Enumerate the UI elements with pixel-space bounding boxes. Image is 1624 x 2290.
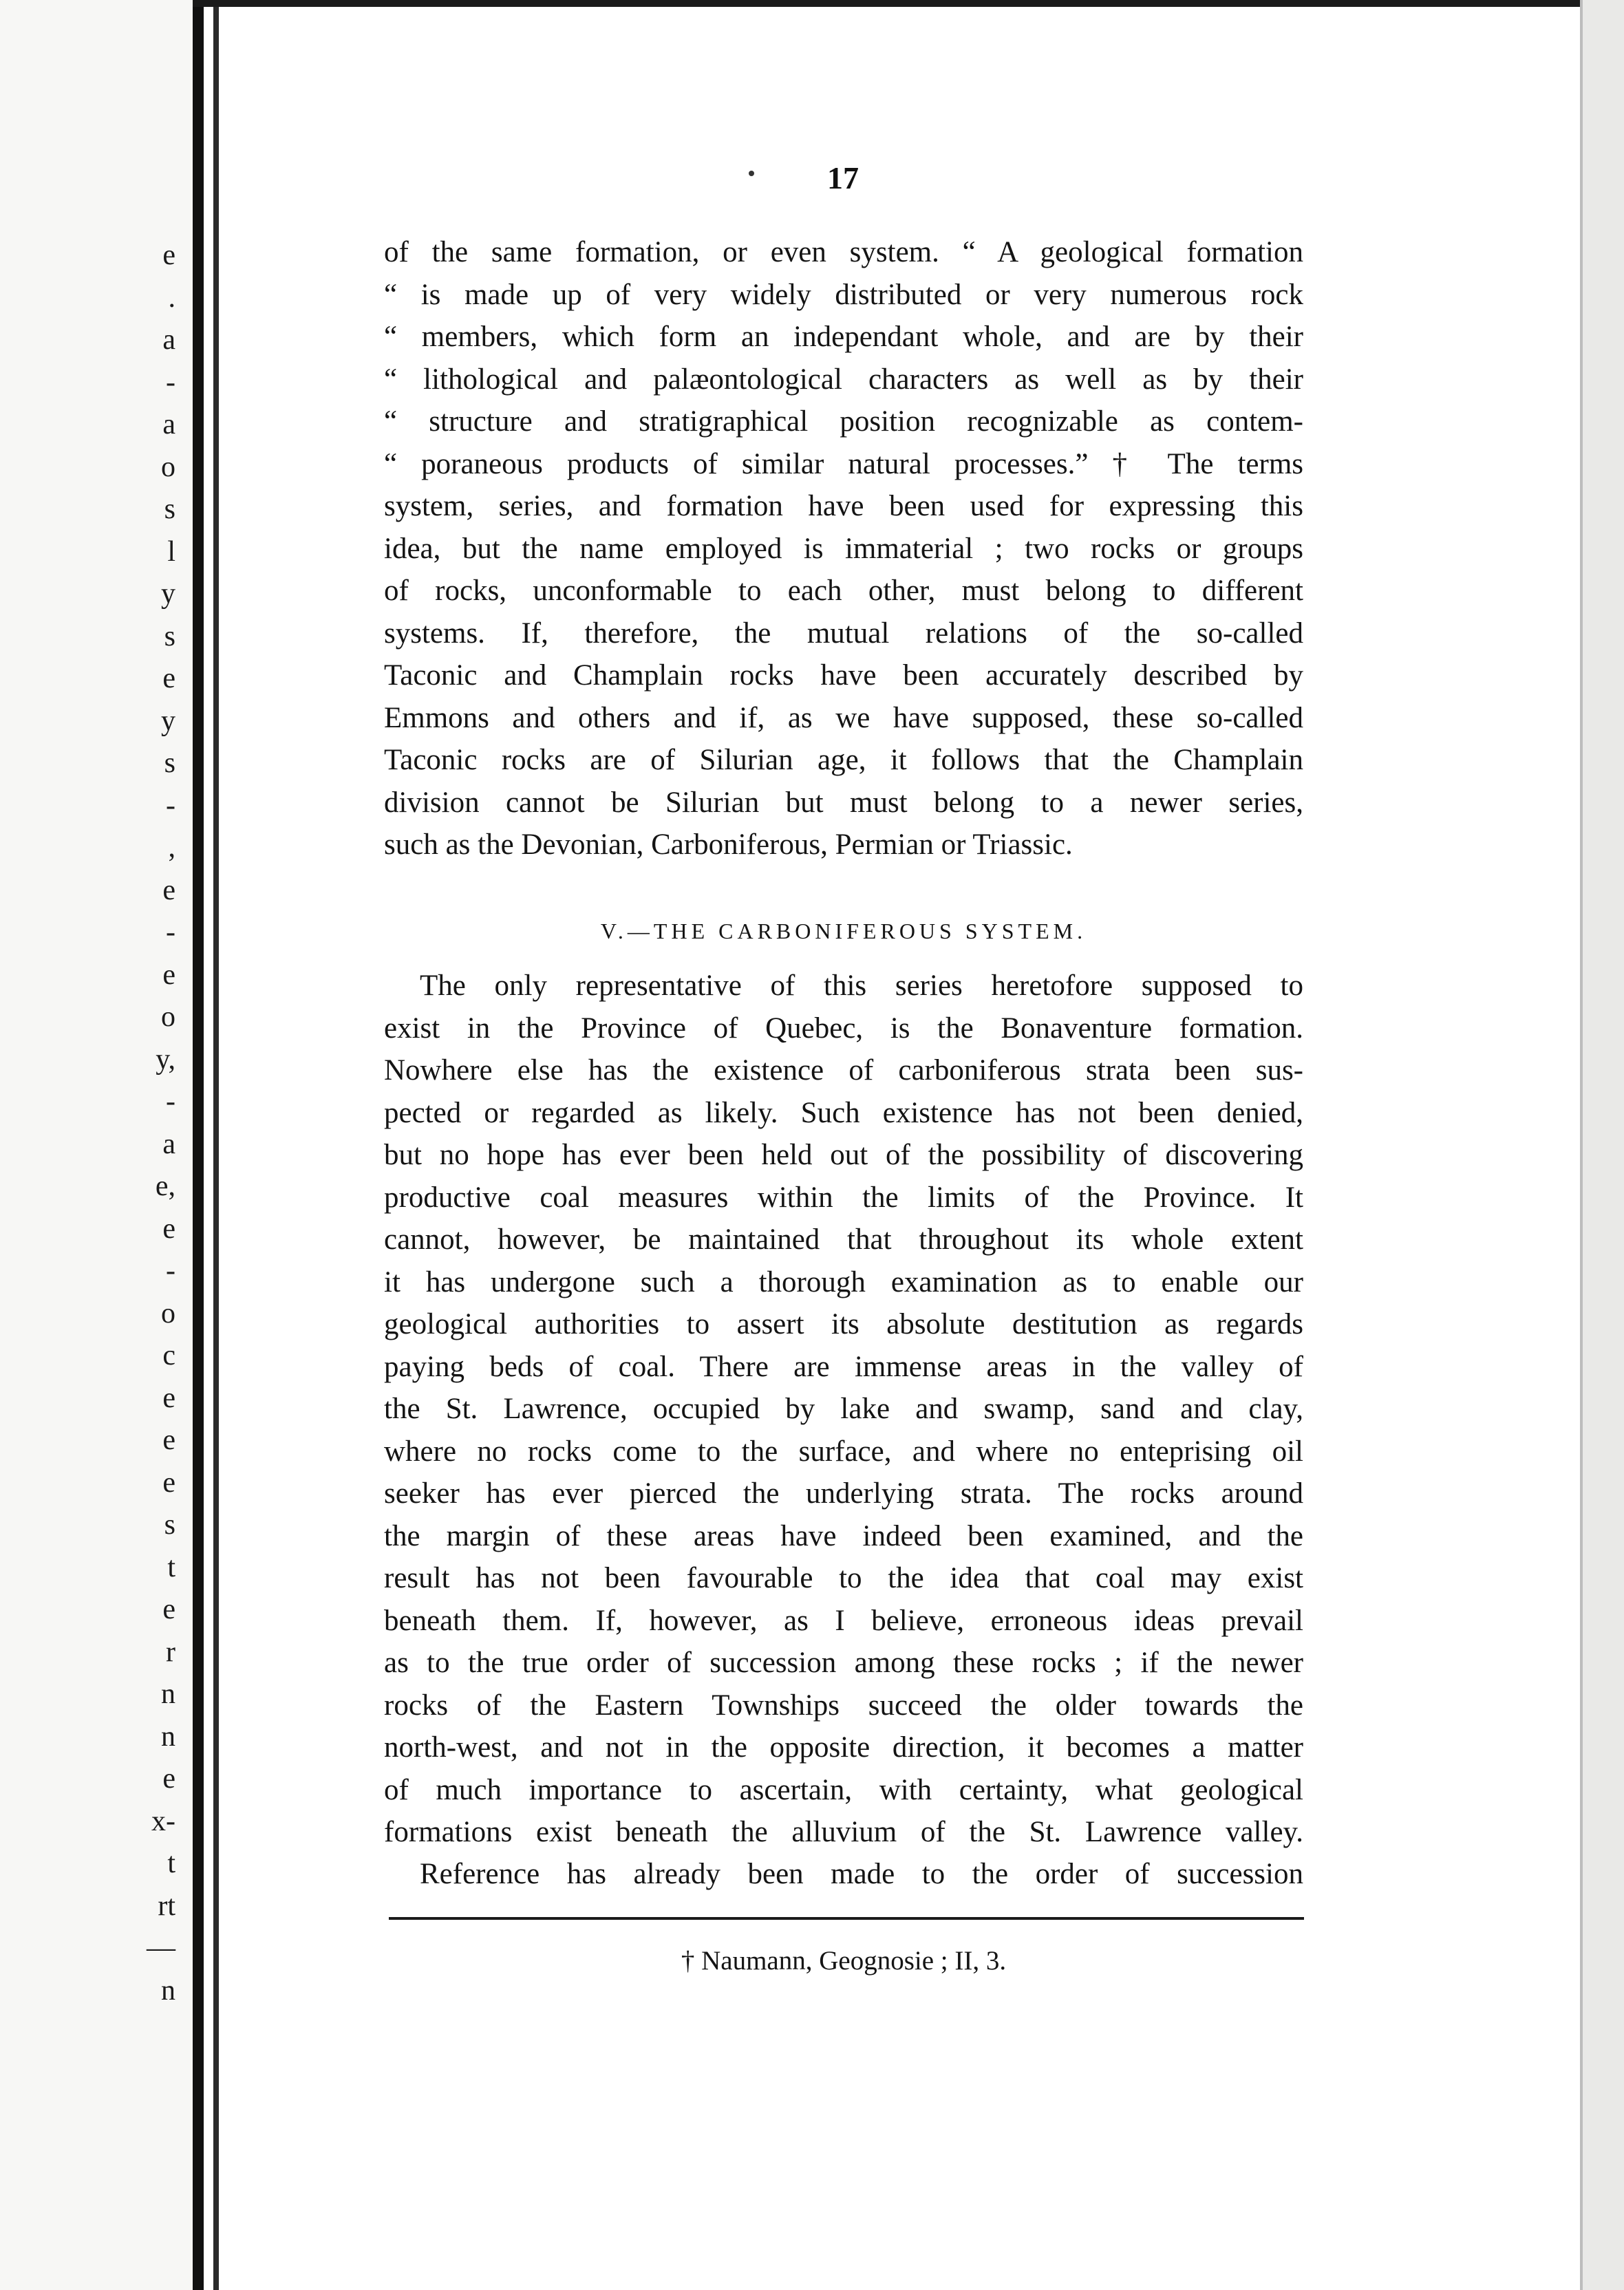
text-line: seeker has ever pierced the underlying strata. The rocks around bbox=[384, 1477, 1303, 1510]
facing-page-letter: x- bbox=[151, 1805, 175, 1837]
facing-page-letter: n bbox=[161, 1678, 175, 1710]
footnote-rule bbox=[389, 1917, 1304, 1920]
text-line: of rocks, unconformable to each other, must belong to different bbox=[384, 575, 1303, 607]
facing-page-fragment bbox=[0, 0, 193, 2290]
section-heading: V.—THE CARBONIFEROUS SYSTEM. bbox=[600, 919, 1087, 943]
facing-page-letter: l bbox=[167, 535, 175, 568]
facing-page-letter: c bbox=[162, 1340, 175, 1371]
page-number: 17 bbox=[827, 160, 859, 195]
facing-page-letter: - bbox=[166, 789, 175, 822]
text-line: Taconic rocks are of Silurian age, it follows that the Champlain bbox=[384, 744, 1303, 776]
text-line: productive coal measures within the limits of the Province. It bbox=[384, 1181, 1303, 1214]
facing-page-letter: e bbox=[162, 1382, 175, 1414]
text-line: it has undergone such a thorough examination as to enable our bbox=[384, 1265, 1303, 1298]
text-line: division cannot be Silurian but must belong to a newer series, bbox=[384, 786, 1303, 819]
facing-page-letter: - bbox=[166, 366, 175, 398]
text-line: the St. Lawrence, occupied by lake and swamp, sand and clay, bbox=[384, 1393, 1303, 1425]
facing-page-letter: e bbox=[162, 959, 175, 991]
text-line: of much importance to ascertain, with certainty, what geological bbox=[384, 1773, 1303, 1806]
facing-page-letter: - bbox=[166, 1255, 175, 1287]
facing-page-letter: y, bbox=[156, 1043, 175, 1076]
text-line: “ structure and stratigraphical position recognizable as contem- bbox=[384, 405, 1303, 438]
facing-page-letter: e bbox=[162, 1466, 175, 1499]
facing-page-letter: e bbox=[162, 239, 175, 271]
facing-page-letter: t bbox=[167, 1551, 175, 1583]
facing-page-letter: a bbox=[162, 1128, 175, 1160]
text-line: “ lithological and palæontological characters as well as by their bbox=[384, 363, 1303, 396]
facing-page-letter: rt bbox=[158, 1890, 175, 1922]
text-line: system, series, and formation have been used for expressing this bbox=[384, 490, 1303, 522]
text-line: beneath them. If, however, as I believe, erroneous ideas prevail bbox=[384, 1604, 1303, 1637]
text-line: geological authorities to assert its absolute destitution as regards bbox=[384, 1308, 1303, 1340]
facing-page-letter: . bbox=[168, 281, 175, 314]
facing-page-letter: - bbox=[166, 917, 175, 948]
paragraph-3 bbox=[384, 1853, 1303, 1896]
facing-page-letter: , bbox=[168, 832, 175, 864]
facing-page-letter: e bbox=[162, 663, 175, 694]
facing-page-letter: y bbox=[161, 705, 175, 737]
facing-page-letter: e, bbox=[155, 1170, 175, 1202]
paragraph-2 bbox=[384, 965, 1303, 1854]
text-line: “ is made up of very widely distributed or very numerous rock bbox=[384, 278, 1303, 311]
facing-page-letter: e bbox=[162, 1763, 175, 1795]
text-line: rocks of the Eastern Townships succeed the older towards the bbox=[384, 1689, 1303, 1722]
text-line: such as the Devonian, Carboniferous, Permian or Triassic. bbox=[384, 828, 1073, 861]
text-line: Emmons and others and if, as we have supposed, these so-called bbox=[384, 701, 1303, 734]
facing-page-letter: n bbox=[161, 1974, 175, 2007]
text-line: exist in the Province of Quebec, is the Bonaventure formation. bbox=[384, 1012, 1303, 1045]
text-line: idea, but the name employed is immaterial ; two rocks or groups bbox=[384, 532, 1303, 565]
text-line: the margin of these areas have indeed been examined, and the bbox=[384, 1519, 1303, 1552]
facing-page-letter: o bbox=[161, 1297, 175, 1329]
footnote: † Naumann, Geognosie ; II, 3. bbox=[681, 1946, 1007, 1976]
text-line: where no rocks come to the surface, and where no enteprising oil bbox=[384, 1435, 1303, 1468]
text-line: pected or regarded as likely. Such existence has not been denied, bbox=[384, 1096, 1303, 1129]
text-line: “ members, which form an independant whole, and are by their bbox=[384, 321, 1303, 353]
text-line: result has not been favourable to the idea that coal may exist bbox=[384, 1562, 1303, 1594]
facing-page-letter: o bbox=[161, 1001, 175, 1033]
print-speck bbox=[749, 171, 754, 176]
facing-page-letter: y bbox=[161, 578, 175, 610]
facing-page-letter: e bbox=[162, 1212, 175, 1245]
facing-page-letter: a bbox=[162, 409, 175, 440]
text-line: cannot, however, be maintained that throughout its whole extent bbox=[384, 1223, 1303, 1256]
facing-page-letter: s bbox=[164, 493, 175, 525]
facing-page-letter: - bbox=[166, 1086, 175, 1117]
text-line: “ poraneous products of similar natural processes.” † The terms bbox=[384, 447, 1303, 480]
text-line: Nowhere else has the existence of carboniferous strata been sus- bbox=[384, 1054, 1303, 1087]
text-line: north-west, and not in the opposite direction, it becomes a matter bbox=[384, 1731, 1303, 1764]
facing-page-letter: s bbox=[164, 747, 175, 779]
facing-page-letter: n bbox=[161, 1720, 175, 1753]
page-top-edge bbox=[193, 0, 1603, 7]
text-line: but no hope has ever been held out of the possibility of discovering bbox=[384, 1139, 1303, 1171]
text-line: Taconic and Champlain rocks have been accurately described by bbox=[384, 659, 1303, 692]
text-line: systems. If, therefore, the mutual relations of the so-called bbox=[384, 617, 1303, 650]
facing-page-letter: o bbox=[161, 451, 175, 483]
text-line: paying beds of coal. There are immense areas in the valley of bbox=[384, 1350, 1303, 1383]
scan-margin-right bbox=[1583, 0, 1624, 2290]
facing-page-letter: — bbox=[147, 1932, 175, 1964]
text-line: formations exist beneath the alluvium of the St. Lawrence valley. bbox=[384, 1816, 1303, 1848]
facing-page-letter: s bbox=[164, 620, 175, 652]
facing-page-letter: e bbox=[162, 874, 175, 906]
facing-page-letter: r bbox=[166, 1636, 175, 1668]
text-line: The only representative of this series heretofore supposed to bbox=[420, 970, 1303, 1002]
paragraph-1 bbox=[384, 231, 1303, 866]
binding-edge bbox=[213, 0, 219, 2290]
text-line: as to the true order of succession among these rocks ; if the newer bbox=[384, 1647, 1303, 1679]
facing-page-letter: e bbox=[162, 1594, 175, 1625]
facing-page-letter: a bbox=[162, 324, 175, 356]
text-line: of the same formation, or even system. “ A geological formation bbox=[384, 236, 1303, 268]
facing-page-letter: e bbox=[162, 1424, 175, 1456]
facing-page-letter: s bbox=[164, 1509, 175, 1541]
text-line: Reference has already been made to the order of succession bbox=[420, 1858, 1303, 1890]
facing-page-letter: t bbox=[167, 1848, 175, 1879]
binding-gutter bbox=[193, 0, 204, 2290]
